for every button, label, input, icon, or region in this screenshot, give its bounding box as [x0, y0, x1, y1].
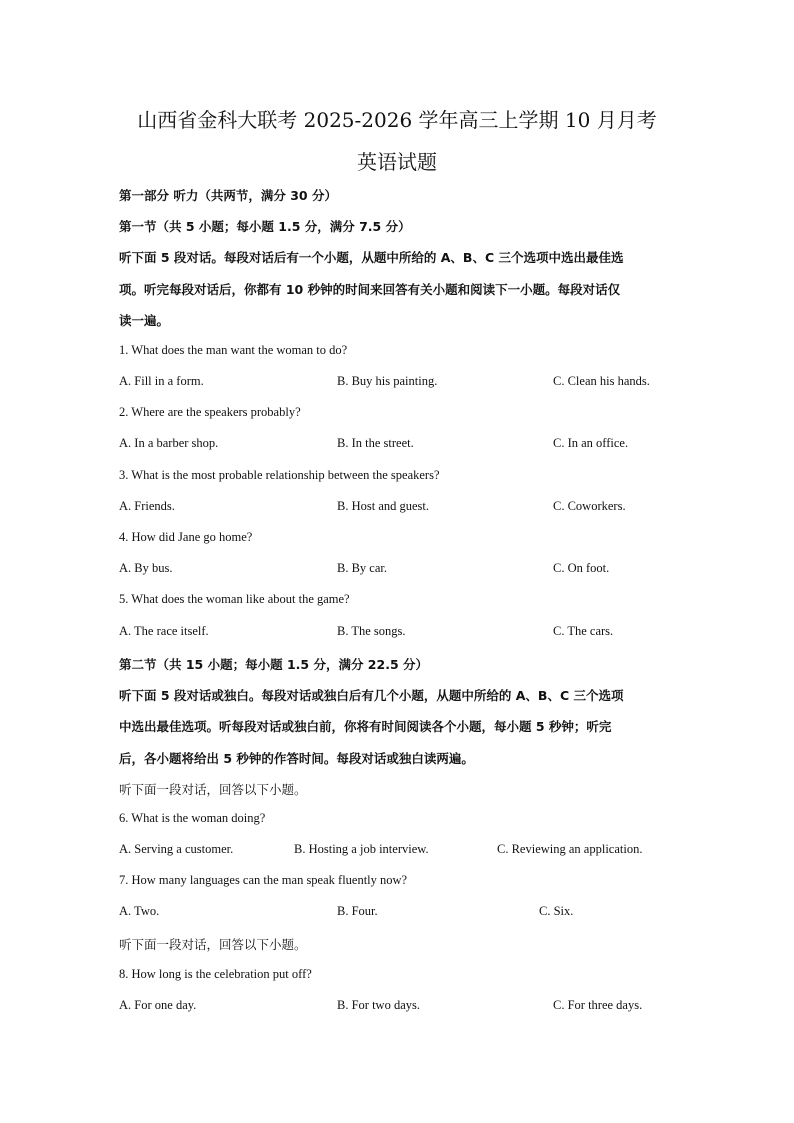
section1-instruction-line: 听下面 5 段对话。每段对话后有一个小题，从题中所给的 A、B、C 三个选项中选出最佳选 [119, 250, 624, 265]
q2-option-c: C. In an office. [553, 436, 629, 450]
q7-option-b: B. Four. [337, 904, 378, 918]
q1-option-a: A. Fill in a form. [119, 374, 204, 388]
exam-subtitle: 英语试题 [357, 150, 437, 174]
section2-instruction-line: 听下面 5 段对话或独白。每段对话或独白后有几个小题，从题中所给的 A、B、C 三个选项 [119, 688, 624, 703]
q8-option-a: A. For one day. [119, 998, 197, 1012]
q1-option-c: C. Clean his hands. [553, 374, 650, 388]
q8-option-c: C. For three days. [553, 998, 643, 1012]
q2-option-a: A. In a barber shop. [119, 436, 219, 450]
q6-option-a: A. Serving a customer. [119, 842, 234, 856]
q8-option-b: B. For two days. [337, 998, 420, 1012]
q7-option-a: A. Two. [119, 904, 160, 918]
exam-title: 山西省金科大联考 2025-2026 学年高三上学期 10 月月考 [137, 108, 657, 132]
question-6: 6. What is the woman doing? [119, 811, 266, 825]
section2-instruction-line: 中选出最佳选项。听每段对话或独白前，你将有时间阅读各个小题，每小题 5 秒钟；听完 [119, 719, 612, 734]
listening-prompt: 听下面一段对话，回答以下小题。 [119, 782, 307, 797]
section2-instruction-line: 后，各小题将给出 5 秒钟的作答时间。每段对话或独白读两遍。 [119, 751, 474, 766]
q5-option-c: C. The cars. [553, 624, 614, 638]
q6-option-c: C. Reviewing an application. [497, 842, 643, 856]
q2-option-b: B. In the street. [337, 436, 414, 450]
q5-option-b: B. The songs. [337, 624, 406, 638]
q6-option-b: B. Hosting a job interview. [294, 842, 429, 856]
question-8: 8. How long is the celebration put off? [119, 967, 312, 981]
section2-heading: 第二节（共 15 小题；每小题 1.5 分，满分 22.5 分） [119, 657, 428, 672]
question-7: 7. How many languages can the man speak fluently now? [119, 873, 408, 887]
question-5: 5. What does the woman like about the game? [119, 592, 350, 606]
q1-option-b: B. Buy his painting. [337, 374, 438, 388]
q3-option-a: A. Friends. [119, 499, 175, 513]
part1-heading: 第一部分 听力（共两节，满分 30 分） [119, 188, 337, 203]
section1-instruction-line: 读一遍。 [119, 313, 170, 328]
section1-instruction-line: 项。听完每段对话后，你都有 10 秒钟的时间来回答有关小题和阅读下一小题。每段对话仅 [119, 282, 621, 297]
q7-option-c: C. Six. [539, 904, 574, 918]
question-2: 2. Where are the speakers probably? [119, 405, 301, 419]
question-1: 1. What does the man want the woman to do? [119, 343, 348, 357]
question-3: 3. What is the most probable relationship between the speakers? [119, 468, 440, 482]
section1-heading: 第一节（共 5 小题；每小题 1.5 分，满分 7.5 分） [119, 219, 411, 234]
q3-option-c: C. Coworkers. [553, 499, 626, 513]
q5-option-a: A. The race itself. [119, 624, 209, 638]
q4-option-b: B. By car. [337, 561, 387, 575]
q4-option-a: A. By bus. [119, 561, 173, 575]
q3-option-b: B. Host and guest. [337, 499, 430, 513]
question-4: 4. How did Jane go home? [119, 530, 253, 544]
listening-prompt: 听下面一段对话，回答以下小题。 [119, 937, 307, 952]
q4-option-c: C. On foot. [553, 561, 610, 575]
